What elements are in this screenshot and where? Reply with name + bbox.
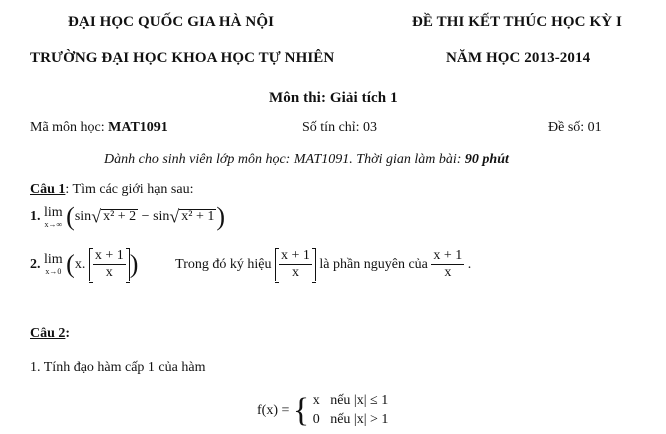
minus-sin: − sin xyxy=(138,209,170,225)
q2-colon: : xyxy=(65,326,71,341)
limit-operator xyxy=(44,206,63,229)
limit-operator xyxy=(44,253,63,276)
radicand-1: x² + 2 xyxy=(103,209,137,225)
intro-text: Dành cho sinh viên lớp môn học: MAT1091. Thời gian làm bài: xyxy=(104,152,462,167)
brace-icon: { xyxy=(292,391,310,429)
university-name: ĐẠI HỌC QUỐC GIA HÀ NỘI xyxy=(68,14,275,30)
case-row-1 xyxy=(313,392,389,411)
fraction-numerator: x + 1 xyxy=(279,248,312,265)
q2-heading xyxy=(30,326,70,342)
q1-part2-number: 2. xyxy=(30,256,41,272)
subject-line: Môn thi: Giải tích 1 xyxy=(269,90,398,106)
paren-open: ( xyxy=(66,249,75,279)
fraction-denominator: x xyxy=(105,265,113,281)
sin-term: sin xyxy=(74,209,92,225)
fraction xyxy=(93,248,126,281)
lim-word: lim xyxy=(44,204,63,220)
case2-value: 0 xyxy=(312,411,320,427)
case1-value: x xyxy=(312,393,320,408)
q1-part1 xyxy=(30,204,225,230)
paren-close: ) xyxy=(129,249,139,279)
course-code-line xyxy=(30,120,168,136)
course-code-label: Mã môn học: xyxy=(30,120,105,135)
case-row-2 xyxy=(313,411,389,430)
credits: Số tín chỉ: 03 xyxy=(302,120,378,135)
lim-word: lim xyxy=(44,252,63,268)
floor-bracket xyxy=(275,248,316,281)
q1-title: Câu 1 xyxy=(30,182,66,197)
exam-intro xyxy=(104,152,509,168)
fraction-numerator: x + 1 xyxy=(431,248,464,265)
note-text-a: Trong đó ký hiệu xyxy=(175,256,272,272)
radical-icon: √ xyxy=(91,206,102,227)
lim-sub: x→0 xyxy=(45,267,62,277)
course-code: MAT1091 xyxy=(108,120,168,135)
piecewise-function xyxy=(257,392,388,430)
fraction-denominator: x xyxy=(444,265,452,281)
fraction xyxy=(431,248,464,281)
case1-condition: nếu |x| ≤ 1 xyxy=(330,393,389,408)
fraction-denominator: x xyxy=(291,265,299,281)
case2-condition: nếu |x| > 1 xyxy=(330,411,389,427)
lim-sub: x→∞ xyxy=(44,219,63,229)
cases xyxy=(313,392,389,430)
paren-close: ) xyxy=(216,202,226,231)
fraction xyxy=(279,248,312,281)
q2-part1: 1. Tính đạo hàm cấp 1 của hàm xyxy=(30,360,206,375)
x-dot: x. xyxy=(74,256,86,272)
academic-year: NĂM HỌC 2013-2014 xyxy=(446,50,591,66)
duration: 90 phút xyxy=(464,152,509,167)
radical-icon: √ xyxy=(169,206,180,227)
q2-title: Câu 2 xyxy=(30,326,66,341)
q1-part2 xyxy=(30,248,471,281)
paren-open: ( xyxy=(66,202,75,231)
q1-prompt: : Tìm các giới hạn sau: xyxy=(65,182,194,197)
exam-number: Đề số: 01 xyxy=(548,120,602,135)
note-text-b: là phần nguyên của xyxy=(319,256,428,272)
exam-title: ĐỀ THI KẾT THÚC HỌC KỲ I xyxy=(412,14,622,30)
note-end: . xyxy=(467,256,472,272)
floor-bracket xyxy=(89,248,130,281)
q1-heading xyxy=(30,182,193,198)
fraction-numerator: x + 1 xyxy=(93,248,126,265)
school-name: TRƯỜNG ĐẠI HỌC KHOA HỌC TỰ NHIÊN xyxy=(30,50,335,66)
radicand-2: x² + 1 xyxy=(181,209,215,225)
q1-part1-number: 1. xyxy=(30,209,41,225)
fx-label: f(x) = xyxy=(257,402,290,418)
